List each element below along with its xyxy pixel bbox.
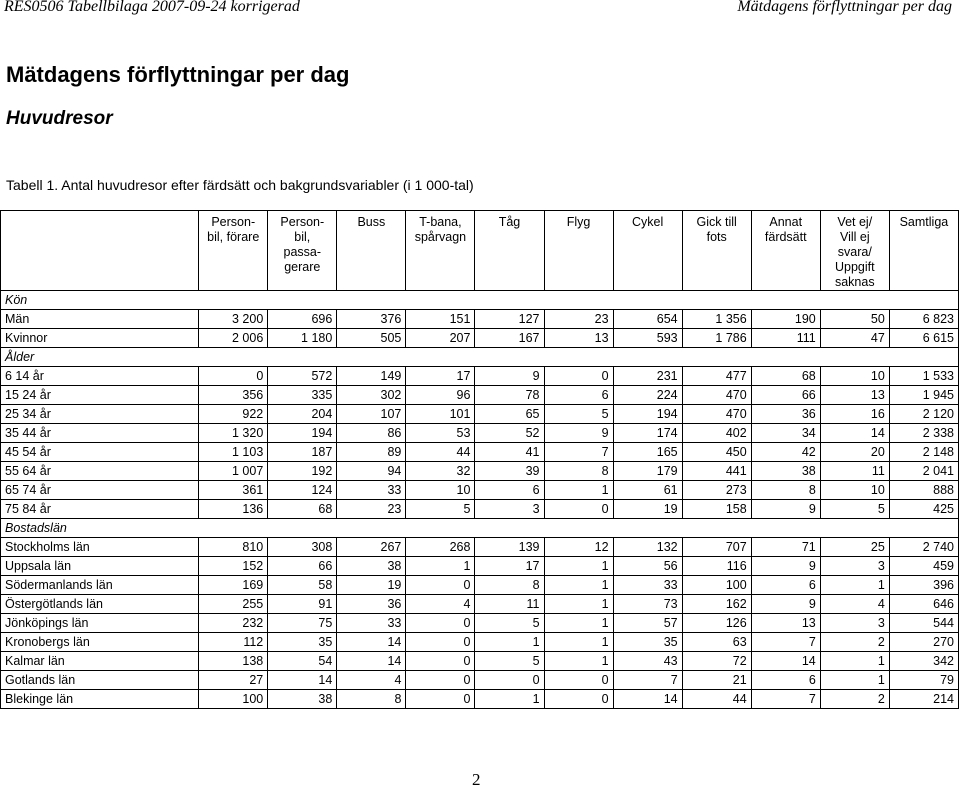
table-cell: 0 (199, 367, 268, 386)
table-cell: 14 (613, 690, 682, 709)
table-cell: 696 (268, 310, 337, 329)
table-cell: 139 (475, 538, 544, 557)
table-cell: 402 (682, 424, 751, 443)
table-body (1, 291, 959, 709)
row-label: Uppsala län (1, 557, 199, 576)
column-header-label: Person- bil, förare (207, 215, 260, 244)
table-cell: 302 (337, 386, 406, 405)
table-cell: 57 (613, 614, 682, 633)
table-cell: 441 (682, 462, 751, 481)
row-label: Kalmar län (1, 652, 199, 671)
table-row (1, 329, 959, 348)
table-cell: 8 (751, 481, 820, 500)
table-cell: 16 (820, 405, 889, 424)
table-cell: 3 (475, 500, 544, 519)
table-cell: 1 (475, 690, 544, 709)
table-cell: 470 (682, 386, 751, 405)
table-cell: 44 (406, 443, 475, 462)
table-cell: 2 338 (889, 424, 958, 443)
row-label: 6 14 år (1, 367, 199, 386)
table-cell: 13 (544, 329, 613, 348)
table-cell: 396 (889, 576, 958, 595)
table-cell: 214 (889, 690, 958, 709)
column-header (199, 211, 268, 291)
table-cell: 52 (475, 424, 544, 443)
table-cell: 89 (337, 443, 406, 462)
table-row (1, 405, 959, 424)
table-cell: 20 (820, 443, 889, 462)
section-label: Kön (1, 291, 959, 310)
table-cell: 126 (682, 614, 751, 633)
table-cell: 152 (199, 557, 268, 576)
table-cell: 356 (199, 386, 268, 405)
row-label: 65 74 år (1, 481, 199, 500)
column-header (889, 211, 958, 291)
table-cell: 100 (682, 576, 751, 595)
row-label: 75 84 år (1, 500, 199, 519)
table-cell: 10 (820, 367, 889, 386)
table-cell: 151 (406, 310, 475, 329)
table-cell: 5 (475, 614, 544, 633)
table-cell: 9 (751, 500, 820, 519)
table-cell: 71 (751, 538, 820, 557)
table-cell: 470 (682, 405, 751, 424)
row-label: 35 44 år (1, 424, 199, 443)
table-cell: 11 (475, 595, 544, 614)
table-cell: 1 103 (199, 443, 268, 462)
table-cell: 9 (751, 595, 820, 614)
table-cell: 654 (613, 310, 682, 329)
table-cell: 308 (268, 538, 337, 557)
table-cell: 44 (682, 690, 751, 709)
table-cell: 33 (613, 576, 682, 595)
table-cell: 43 (613, 652, 682, 671)
row-label: Östergötlands län (1, 595, 199, 614)
table-cell: 7 (751, 690, 820, 709)
column-header-label: Person- bil, passa- gerare (280, 215, 325, 274)
data-table (0, 210, 959, 709)
table-cell: 1 356 (682, 310, 751, 329)
table-cell: 6 (751, 671, 820, 690)
table-cell: 2 041 (889, 462, 958, 481)
row-label: Gotlands län (1, 671, 199, 690)
table-cell: 66 (751, 386, 820, 405)
table-cell: 9 (544, 424, 613, 443)
table-cell: 6 615 (889, 329, 958, 348)
table-cell: 72 (682, 652, 751, 671)
table-cell: 42 (751, 443, 820, 462)
column-header (820, 211, 889, 291)
section-row (1, 291, 959, 310)
table-cell: 61 (613, 481, 682, 500)
table-cell: 169 (199, 576, 268, 595)
table-cell: 19 (613, 500, 682, 519)
table-cell: 6 823 (889, 310, 958, 329)
row-label: Jönköpings län (1, 614, 199, 633)
table-cell: 1 (820, 576, 889, 595)
table-cell: 112 (199, 633, 268, 652)
table-cell: 1 (544, 652, 613, 671)
column-header-label: Gick till fots (696, 215, 737, 244)
table-cell: 268 (406, 538, 475, 557)
table-row (1, 424, 959, 443)
table-cell: 66 (268, 557, 337, 576)
table-cell: 267 (337, 538, 406, 557)
table-cell: 23 (544, 310, 613, 329)
table-cell: 39 (475, 462, 544, 481)
column-header (268, 211, 337, 291)
table-cell: 13 (820, 386, 889, 405)
table-cell: 4 (406, 595, 475, 614)
table-cell: 1 (475, 633, 544, 652)
table-cell: 14 (820, 424, 889, 443)
table-cell: 12 (544, 538, 613, 557)
table-cell: 33 (337, 614, 406, 633)
table-cell: 0 (406, 690, 475, 709)
table-cell: 23 (337, 500, 406, 519)
table-cell: 32 (406, 462, 475, 481)
table-cell: 149 (337, 367, 406, 386)
table-cell: 505 (337, 329, 406, 348)
table-cell: 232 (199, 614, 268, 633)
table-cell: 2 740 (889, 538, 958, 557)
table-cell: 544 (889, 614, 958, 633)
table-cell: 165 (613, 443, 682, 462)
table-cell: 1 180 (268, 329, 337, 348)
row-label: Stockholms län (1, 538, 199, 557)
table-cell: 179 (613, 462, 682, 481)
table-cell: 174 (613, 424, 682, 443)
table-cell: 1 (820, 671, 889, 690)
table-cell: 38 (337, 557, 406, 576)
table-cell: 204 (268, 405, 337, 424)
table-cell: 21 (682, 671, 751, 690)
table-cell: 8 (337, 690, 406, 709)
table-cell: 7 (613, 671, 682, 690)
column-header-label: Flyg (566, 215, 591, 229)
table-cell: 0 (544, 671, 613, 690)
table-cell: 94 (337, 462, 406, 481)
header-right-text: Mätdagens förflyttningar per dag (737, 0, 952, 15)
table-cell: 9 (475, 367, 544, 386)
table-cell: 342 (889, 652, 958, 671)
column-header-label: Cykel (631, 215, 664, 229)
row-label: 45 54 år (1, 443, 199, 462)
table-row (1, 386, 959, 405)
stub-header (1, 211, 199, 291)
table-cell: 2 148 (889, 443, 958, 462)
table-cell: 0 (406, 633, 475, 652)
table-cell: 6 (475, 481, 544, 500)
table-cell: 54 (268, 652, 337, 671)
table-cell: 593 (613, 329, 682, 348)
table-cell: 192 (268, 462, 337, 481)
row-label: Kronobergs län (1, 633, 199, 652)
table-cell: 68 (751, 367, 820, 386)
section-row (1, 519, 959, 538)
table-cell: 56 (613, 557, 682, 576)
table-cell: 14 (337, 633, 406, 652)
table-row (1, 652, 959, 671)
table-cell: 0 (406, 576, 475, 595)
table-cell: 231 (613, 367, 682, 386)
table-cell: 810 (199, 538, 268, 557)
table-cell: 8 (475, 576, 544, 595)
column-header (613, 211, 682, 291)
table-cell: 361 (199, 481, 268, 500)
table-cell: 17 (406, 367, 475, 386)
table-cell: 5 (820, 500, 889, 519)
table-cell: 1 (544, 576, 613, 595)
table-cell: 58 (268, 576, 337, 595)
table-cell: 34 (751, 424, 820, 443)
table-row (1, 481, 959, 500)
table-cell: 0 (544, 500, 613, 519)
table-cell: 167 (475, 329, 544, 348)
table-cell: 0 (544, 690, 613, 709)
table-header-row (1, 211, 959, 291)
table-cell: 335 (268, 386, 337, 405)
table-cell: 1 (544, 633, 613, 652)
table-cell: 127 (475, 310, 544, 329)
table-row (1, 633, 959, 652)
section-label: Bostadslän (1, 519, 959, 538)
table-row (1, 367, 959, 386)
table-cell: 38 (268, 690, 337, 709)
table-row (1, 576, 959, 595)
row-label: 55 64 år (1, 462, 199, 481)
table-cell: 50 (820, 310, 889, 329)
table-row (1, 500, 959, 519)
row-label: Män (1, 310, 199, 329)
table-cell: 101 (406, 405, 475, 424)
table-cell: 107 (337, 405, 406, 424)
table-cell: 190 (751, 310, 820, 329)
column-header (751, 211, 820, 291)
row-label: Södermanlands län (1, 576, 199, 595)
page-number: 2 (472, 770, 481, 789)
table-cell: 162 (682, 595, 751, 614)
table-row (1, 462, 959, 481)
table-cell: 27 (199, 671, 268, 690)
table-cell: 73 (613, 595, 682, 614)
table-cell: 4 (337, 671, 406, 690)
column-header (544, 211, 613, 291)
table-cell: 9 (751, 557, 820, 576)
table-cell: 255 (199, 595, 268, 614)
table-cell: 75 (268, 614, 337, 633)
column-header (337, 211, 406, 291)
table-cell: 19 (337, 576, 406, 595)
table-cell: 4 (820, 595, 889, 614)
document-title: Mätdagens förflyttningar per dag (6, 62, 350, 87)
table-cell: 1 (544, 557, 613, 576)
table-cell: 13 (751, 614, 820, 633)
table-cell: 53 (406, 424, 475, 443)
table-cell: 36 (751, 405, 820, 424)
table-cell: 207 (406, 329, 475, 348)
row-label: 25 34 år (1, 405, 199, 424)
table-row (1, 614, 959, 633)
row-label: Blekinge län (1, 690, 199, 709)
table-cell: 8 (544, 462, 613, 481)
column-header-label: Buss (357, 215, 386, 229)
table-cell: 3 (820, 557, 889, 576)
table-cell: 273 (682, 481, 751, 500)
table-cell: 1 533 (889, 367, 958, 386)
table-cell: 459 (889, 557, 958, 576)
table-cell: 194 (613, 405, 682, 424)
running-header (0, 0, 960, 20)
table-cell: 572 (268, 367, 337, 386)
table-cell: 0 (406, 614, 475, 633)
table-cell: 96 (406, 386, 475, 405)
table-cell: 136 (199, 500, 268, 519)
table-cell: 1 786 (682, 329, 751, 348)
column-header (406, 211, 475, 291)
table-cell: 477 (682, 367, 751, 386)
table-cell: 2 120 (889, 405, 958, 424)
column-header (475, 211, 544, 291)
table-cell: 888 (889, 481, 958, 500)
table-cell: 1 (544, 481, 613, 500)
section-label: Ålder (1, 348, 959, 367)
table-cell: 14 (337, 652, 406, 671)
table-cell: 1 007 (199, 462, 268, 481)
table-cell: 6 (544, 386, 613, 405)
table-cell: 65 (475, 405, 544, 424)
table-cell: 86 (337, 424, 406, 443)
table-cell: 2 (820, 633, 889, 652)
table-cell: 68 (268, 500, 337, 519)
table-cell: 100 (199, 690, 268, 709)
table-cell: 2 (820, 690, 889, 709)
table-cell: 1 (406, 557, 475, 576)
table-row (1, 310, 959, 329)
table-cell: 3 200 (199, 310, 268, 329)
table-cell: 5 (406, 500, 475, 519)
column-header-label: T-bana, spårvagn (414, 215, 467, 244)
table-cell: 33 (337, 481, 406, 500)
table-cell: 2 006 (199, 329, 268, 348)
table-cell: 17 (475, 557, 544, 576)
section-row (1, 348, 959, 367)
column-header-label: Annat färdsätt (764, 215, 807, 244)
table-cell: 270 (889, 633, 958, 652)
table-cell: 78 (475, 386, 544, 405)
table-cell: 1 320 (199, 424, 268, 443)
table-cell: 35 (268, 633, 337, 652)
table-cell: 63 (682, 633, 751, 652)
table-row (1, 595, 959, 614)
table-cell: 1 (544, 614, 613, 633)
table-cell: 187 (268, 443, 337, 462)
table-cell: 11 (820, 462, 889, 481)
table-cell: 450 (682, 443, 751, 462)
row-label: 15 24 år (1, 386, 199, 405)
table-cell: 79 (889, 671, 958, 690)
column-header-label: Samtliga (899, 215, 949, 229)
table-cell: 7 (544, 443, 613, 462)
table-cell: 124 (268, 481, 337, 500)
table-row (1, 557, 959, 576)
table-row (1, 443, 959, 462)
table-cell: 41 (475, 443, 544, 462)
table-cell: 707 (682, 538, 751, 557)
column-header-label: Vet ej/ Vill ej svara/ Uppgift saknas (834, 215, 875, 289)
table-cell: 0 (406, 652, 475, 671)
table-cell: 14 (751, 652, 820, 671)
table-cell: 38 (751, 462, 820, 481)
table-caption: Tabell 1. Antal huvudresor efter färdsätt och bakgrundsvariabler (i 1 000-tal) (6, 177, 474, 193)
table-cell: 116 (682, 557, 751, 576)
column-header (682, 211, 751, 291)
table-cell: 158 (682, 500, 751, 519)
table-cell: 5 (544, 405, 613, 424)
table-cell: 132 (613, 538, 682, 557)
table-cell: 0 (406, 671, 475, 690)
table-row (1, 671, 959, 690)
table-cell: 36 (337, 595, 406, 614)
table-cell: 1 945 (889, 386, 958, 405)
table-cell: 0 (544, 367, 613, 386)
table-cell: 0 (475, 671, 544, 690)
table-cell: 35 (613, 633, 682, 652)
table-cell: 425 (889, 500, 958, 519)
column-header-label: Tåg (498, 215, 521, 229)
table-cell: 224 (613, 386, 682, 405)
table-cell: 91 (268, 595, 337, 614)
table-cell: 922 (199, 405, 268, 424)
document-subtitle: Huvudresor (6, 108, 113, 129)
table-row (1, 538, 959, 557)
table-cell: 376 (337, 310, 406, 329)
table-cell: 646 (889, 595, 958, 614)
table-cell: 1 (544, 595, 613, 614)
table-cell: 3 (820, 614, 889, 633)
table-cell: 5 (475, 652, 544, 671)
table-cell: 10 (820, 481, 889, 500)
header-left-text: RES0506 Tabellbilaga 2007-09-24 korrigerad (4, 0, 300, 15)
row-label: Kvinnor (1, 329, 199, 348)
table-cell: 25 (820, 538, 889, 557)
table-cell: 14 (268, 671, 337, 690)
table-cell: 1 (820, 652, 889, 671)
table-cell: 7 (751, 633, 820, 652)
table-row (1, 690, 959, 709)
table-cell: 6 (751, 576, 820, 595)
table-cell: 194 (268, 424, 337, 443)
table-cell: 111 (751, 329, 820, 348)
table-cell: 138 (199, 652, 268, 671)
table-cell: 10 (406, 481, 475, 500)
table-cell: 47 (820, 329, 889, 348)
